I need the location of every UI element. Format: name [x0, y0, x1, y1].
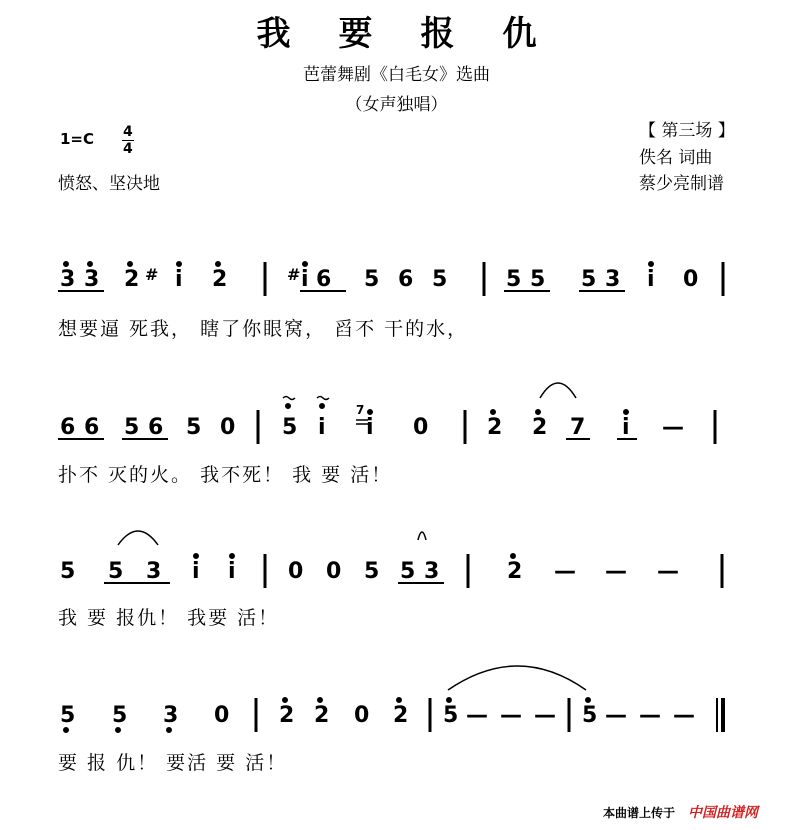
lyrics-line-2: 扑不 灭的火。 我不死！ 我 要 活！ [58, 464, 393, 486]
svg-text:—: — [554, 559, 576, 584]
svg-text:6: 6 [60, 415, 76, 440]
svg-text:5: 5 [443, 703, 459, 728]
svg-text:5: 5 [364, 559, 380, 584]
scene-label: 【 第三场 】 [639, 121, 735, 141]
svg-text:5: 5 [432, 267, 448, 292]
score-line-1 [60, 265, 698, 292]
svg-text:5: 5 [506, 267, 522, 292]
svg-text:—: — [534, 703, 556, 728]
page-title: 我要报仇 [256, 14, 585, 54]
tempo-mood: 愤怒、坚决地 [58, 174, 160, 194]
svg-text:0: 0 [354, 703, 370, 728]
author-credit: 佚名 词曲 [639, 148, 713, 168]
svg-text:0: 0 [214, 703, 230, 728]
lyrics-line-1: 想要逼 死我， 瞎了你眼窝， 舀不 干的水， [58, 318, 469, 340]
svg-text:i: i [622, 415, 630, 440]
svg-text:i: i [192, 559, 200, 584]
svg-text:5: 5 [400, 559, 416, 584]
svg-text:5: 5 [582, 703, 598, 728]
svg-text:#: # [287, 265, 301, 284]
svg-text:—: — [466, 703, 488, 728]
performance-note: （女声独唱） [345, 95, 448, 115]
svg-text:2: 2 [393, 703, 409, 728]
svg-text:7: 7 [570, 415, 586, 440]
svg-text:3: 3 [163, 703, 179, 728]
svg-text:i: i [647, 267, 655, 292]
svg-text:—: — [657, 559, 679, 584]
svg-text:5: 5 [282, 415, 298, 440]
svg-text:6: 6 [148, 415, 164, 440]
svg-text:—: — [605, 703, 627, 728]
svg-text:0: 0 [413, 415, 429, 440]
svg-text:3: 3 [424, 559, 440, 584]
svg-text:3: 3 [146, 559, 162, 584]
score-line-4 [60, 703, 695, 728]
svg-text:3: 3 [605, 267, 621, 292]
svg-text:—: — [500, 703, 522, 728]
time-signature-top: 4 [123, 124, 133, 140]
svg-text:i: i [175, 267, 183, 292]
svg-text:2: 2 [314, 703, 330, 728]
svg-text:i: i [301, 267, 309, 292]
svg-text:6: 6 [84, 415, 100, 440]
svg-text:2: 2 [212, 267, 228, 292]
svg-text:6: 6 [398, 267, 414, 292]
svg-text:5: 5 [60, 559, 76, 584]
svg-text:2: 2 [124, 267, 140, 292]
svg-text:5: 5 [124, 415, 140, 440]
svg-text:5: 5 [112, 703, 128, 728]
key-signature: 1=C [60, 130, 95, 148]
svg-text:—: — [639, 703, 661, 728]
svg-text:2: 2 [279, 703, 295, 728]
svg-text:2: 2 [532, 415, 548, 440]
score-line-3 [60, 559, 679, 584]
svg-text:—: — [673, 703, 695, 728]
transcriber-credit: 蔡少亮制谱 [639, 174, 724, 194]
svg-text:i: i [366, 415, 374, 440]
svg-text:3: 3 [84, 267, 100, 292]
svg-text:—: — [662, 415, 684, 440]
score-line-2 [60, 403, 684, 440]
svg-text:0: 0 [326, 559, 342, 584]
svg-text:2: 2 [487, 415, 503, 440]
svg-text:5: 5 [186, 415, 202, 440]
svg-text:2: 2 [507, 559, 523, 584]
svg-text:i: i [228, 559, 236, 584]
svg-text:6: 6 [316, 267, 332, 292]
svg-text:7: 7 [356, 403, 365, 417]
lyrics-line-3: 我 要 报仇！ 我要 活！ [58, 607, 280, 629]
svg-text:5: 5 [108, 559, 124, 584]
site-logo[interactable]: 中国曲谱网 [688, 805, 758, 821]
subtitle: 芭蕾舞剧《白毛女》选曲 [303, 65, 490, 85]
svg-text:5: 5 [581, 267, 597, 292]
svg-text:0: 0 [683, 267, 699, 292]
svg-text:—: — [605, 559, 627, 584]
lyrics-line-4: 要 报 仇！ 要活 要 活！ [58, 752, 288, 774]
time-signature-bottom: 4 [123, 141, 133, 157]
svg-text:5: 5 [530, 267, 546, 292]
svg-text:0: 0 [220, 415, 236, 440]
svg-text:5: 5 [60, 703, 76, 728]
svg-text:5: 5 [364, 267, 380, 292]
svg-text:#: # [145, 265, 159, 284]
svg-text:3: 3 [60, 267, 76, 292]
footer-upload-note: 本曲谱上传于 [603, 806, 676, 820]
svg-text:i: i [318, 415, 326, 440]
svg-text:0: 0 [288, 559, 304, 584]
